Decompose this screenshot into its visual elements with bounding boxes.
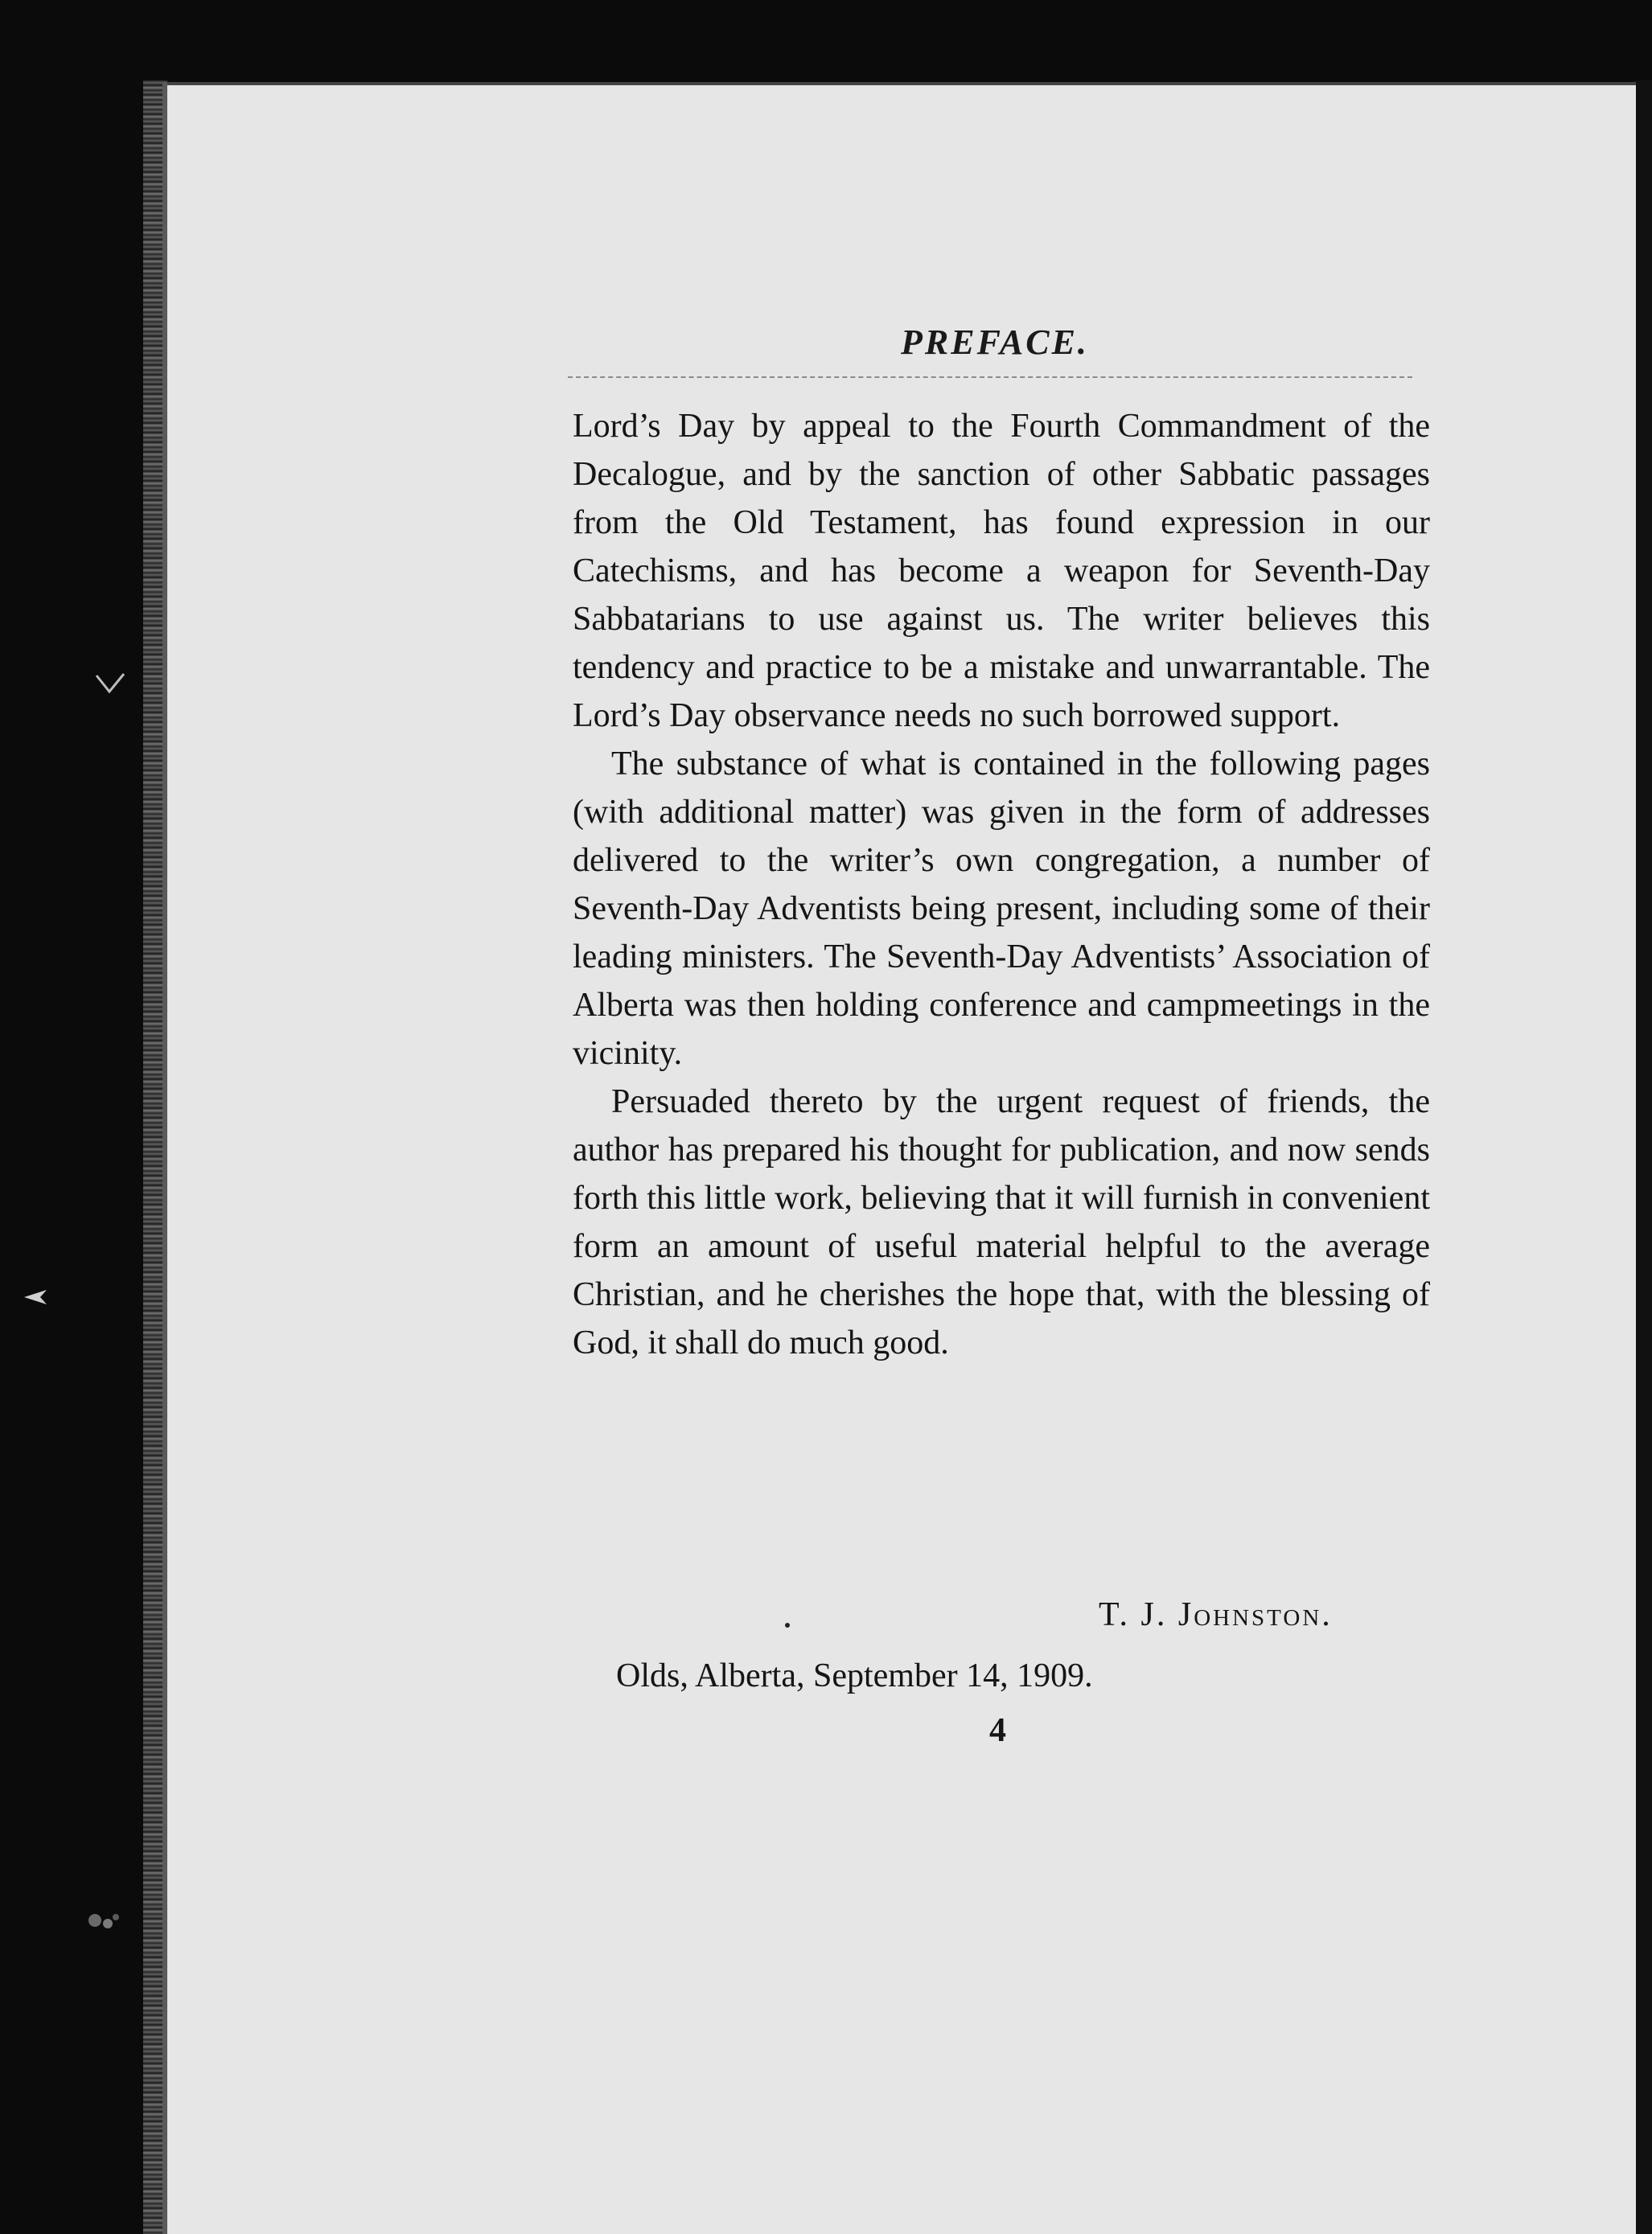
preface-body (573, 402, 1430, 1367)
margin-smudge-mark (80, 1906, 129, 1938)
paragraph: The substance of what is contained in the following pages (with additional matter) was given in the form of addresses delivered to the writer’s own congregation, a number of Seventh-Day Adventists being present, including some of their leading ministers. The Seventh-Day Adventists’ Association of Alberta was then holding conference and campmeetings in the vicinity. (573, 745, 1430, 1072)
margin-arrow-mark (23, 1287, 50, 1308)
paragraph: Persuaded thereto by the urgent request of friends, the author has prepared his thought for publication, and now sends forth this little work, believing that it will furnish in convenient form an amount of useful material helpful to the average Christian, and he cherishes the hope that, with the blessing of God, it shall do much good. (573, 1083, 1430, 1361)
place-and-date: Olds, Alberta, September 14, 1909. (616, 1657, 1093, 1694)
author-signature: T. J. Johnston. (1099, 1596, 1333, 1633)
stray-dot (785, 1623, 790, 1628)
paragraph: Lord’s Day by appeal to the Fourth Commandment of the Decalogue, and by the sanction of other Sabbatic passages from the Old Testament, has found expression in our Catechisms, and has become a weapon for Seventh-Day Sabbatarians to use against us. The writer believes this tendency and practice to be a mistake and unwarrantable. The Lord’s Day observance needs no such borrowed support. (573, 408, 1430, 734)
header-rule (568, 376, 1412, 378)
running-head: PREFACE. (901, 322, 1089, 362)
margin-check-mark (95, 672, 127, 695)
page-number: 4 (989, 1712, 1006, 1749)
